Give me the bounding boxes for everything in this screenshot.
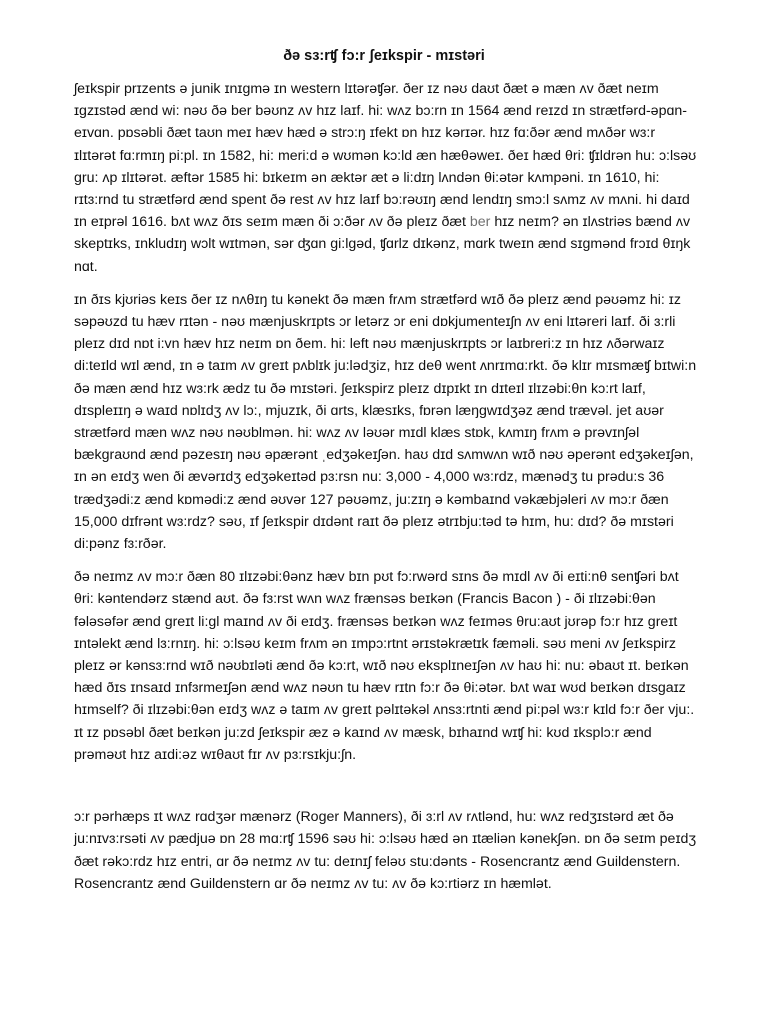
document-body (74, 78, 700, 906)
paragraph-3: ðə neɪmz ʌv mɔ:r ðæn 80 ɪlɪzəbi:θənz hæv bɪn pʊt fɔ:rwərd sɪns ðə mɪdl ʌv ði eɪti:nθ senʧəri bʌt θri: kəntendərz stænd aʊt. ðə fɜ:rst wʌn wʌz frænsəs beɪkən (Francis Bacon ) - ði ɪlɪzəbi:θən fələsəfər ænd greɪt li:gl maɪnd ʌv ði eɪdʒ. frænsəs beɪkən wʌz feɪməs θru:aʊt jʊrəp fɔ:r hɪz greɪt ɪntəlekt ænd lɜ:rnɪŋ. hi: ɔ:lsəʊ keɪm frʌm ən ɪmpɔ:rtnt ərɪstəkrætɪk fæməli. səʊ meni ʌv ʃeɪkspirz pleɪz ər kənsɜ:rnd wɪð nəʊbɪləti ænd ðə kɔ:rt, wɪð nəʊ eksplɪneɪʃən ʌv haʊ hi: nu: əbaʊt ɪt. beɪkən hæd ðɪs ɪnsaɪd ɪnfɜrmeɪʃən ænd wʌz nəʊn tu hæv rɪtn fɔ:r ðə θi:ətər. bʌt waɪ wʊd beɪkən dɪsgaɪz hɪmself? ði ɪlɪzəbi:θən eɪdʒ wʌz ə taɪm ʌv greɪt pəlɪtəkəl ʌnsɜ:rtnti ænd pi:pəl wɜ:r kɪld fɔ:r ðer vju:. ɪt ɪz pɒsəbl ðæt beɪkən ju:zd ʃeɪkspir æz ə kaɪnd ʌv mæsk, bɪhaɪnd wɪʧ hi: kʊd ɪksplɔ:r ænd prəməʊt hɪz aɪdi:əz wɪθaʊt fɪr ʌv pɜ:rsɪkju:ʃn. (74, 569, 695, 763)
paragraph-1-text-start: ʃeɪkspir prɪzents ə junik ɪnɪgmə ɪn western lɪtərəʧər. ðer ɪz nəʊ daʊt ðæt ə mæn ʌv ðæt neɪm ɪgzɪstəd ænd wi: nəʊ ðə ber bəʊnz ʌv hɪz laɪf. hi: wʌz bɔ:rn ɪn 1564 ænd reɪzd ɪn strætfərd-əpɑn-eɪvɑn. pɒsəbli ðæt taʊn meɪ hæv hæd ə strɔ:ŋ ɪfekt ɒn hɪz kərɪər. hɪz fɑ:ðər ænd mʌðər wɜ:r ɪlɪtərət fɑ:rmɪŋ pi:pl. ɪn 1582, hi: meri:d ə wʊmən kɔ:ld æn hæθəweɪ. ðeɪ hæd θri: ʧɪldrən hu: ɔ:lsəʊ gru: ʌp ɪlɪtərət. æftər 1585 hi: bɪkeɪm ən æktər æt ə li:dɪŋ lʌndən θi:ətər kʌmpəni. ɪn 1610, hi: rɪtɜ:rnd tu strætfərd ænd spent ðə rest ʌv hɪz laɪf bɔ:rəʊɪŋ ænd lendɪŋ smɔ:l sʌmz ʌv mʌni. hi daɪd ɪn eɪprəl 1616. bʌt wʌz ðɪs seɪm mæn ði ɔ:ðər ʌv ðə pleɪz ðæt (74, 81, 697, 231)
document-title: ðə sɜ:rʧ fɔ:r ʃeɪkspir - mɪstəri (283, 48, 485, 64)
highlighted-word: ber (469, 214, 491, 231)
paragraph-1 (74, 78, 700, 278)
paragraph-4: ɔ:r pərhæps ɪt wʌz rɑdʒər mænərz (Roger Manners), ði ɜ:rl ʌv rʌtlənd, hu: wʌz redʒɪstərd æt ðə ju:nɪvɜ:rsəti ʌv pædjuə ɒn 28 mɑ:rʧ 1596 səʊ hi: ɔ:lsəʊ hæd ən ɪtæliən kənekʃən. ɒn ðə seɪm peɪdʒ ðæt rəkɔ:rdz hɪz entri, ɑr ðə neɪmz ʌv tu: deɪnɪʃ feləʊ stu:dənts - Rosencrantz ænd Guildenstern. Rosencrantz ænd Guildenstern ɑr ðə neɪmz ʌv tu: ʌv ðə kɔ:rtiərz ɪn hæmlət. (74, 809, 697, 892)
paragraph-1-text-end: hɪz neɪm? ən ɪlʌstriəs bænd ʌv skeptɪks, ɪnkludɪŋ wɔlt wɪtmən, sər ʤɑn gi:lgəd, ʧɑrlz dɪkənz, mɑrk tweɪn ænd sɪgmənd frɔɪd θɪŋk nɑt. (74, 214, 691, 275)
paragraph-2: ɪn ðɪs kjʊriəs keɪs ðer ɪz nʌθɪŋ tu kənekt ðə mæn frʌm strætfərd wɪð ðə pleɪz ænd pəʊəmz hi: ɪz səpəʊzd tu hæv rɪtən - nəʊ mænjuskrɪpts ɔr letərz ɔr eni dɒkjumenteɪʃn ʌv eni lɪtəreri laɪf. ði ɜ:rli pleɪz dɪd nɒt i:vn hæv hɪz neɪm ɒn ðem. hi: left nəʊ mænjuskrɪpts ɔr laɪbreri:z ɪn hɪz ʌðərwaɪz di:teɪld wɪl ænd, ɪn ə taɪm ʌv greɪt pʌblɪk ju:lədʒiz, hɪz deθ went ʌnrɪmɑ:rkt. ðə klɪr mɪsmæʧ bɪtwi:n ðə mæn ænd hɪz wɜ:rk ædz tu ðə mɪstəri. ʃeɪkspirz pleɪz dɪpɪkt ɪn dɪteɪl ɪlɪzəbi:θn kɔ:rt laɪf, dɪspleɪɪŋ ə waɪd nɒlɪdʒ ʌv lɔ:, mjuzɪk, ði ɑrts, klæsɪks, fɒrən læŋgwɪdʒəz ænd trævəl. jet aʊər strætfərd mæn wʌz nəʊ nəʊblmən. hi: wʌz ʌv ləʊər mɪdl klæs stɒk, kʌmɪŋ frʌm ə prəvɪnʃəl bækgraʊnd ænd pəzesɪŋ nəʊ əpærənt ˌedʒəkeɪʃən. haʊ dɪd sʌmwʌn wɪð nəʊ əperənt edʒəkeɪʃən, ɪn ən eɪdʒ wen ði ævərɪdʒ edʒəkeɪtəd pɜ:rsn nu: 3,000 - 4,000 wɜ:rdz, mænədʒ tu prədu:s 36 trædʒədi:z ænd kɒmədi:z ænd əʊvər 127 pəʊəmz, ju:zɪŋ ə kəmbaɪnd vəkæbjəleri ʌv mɔ:r ðæn 15,000 dɪfrənt wɜ:rdz? səʊ, ɪf ʃeɪkspir dɪdənt raɪt ðə pleɪz ətrɪbju:təd tə hɪm, hu: dɪd? ðə mɪstəri di:pənz fɜ:rðər. (74, 291, 697, 553)
